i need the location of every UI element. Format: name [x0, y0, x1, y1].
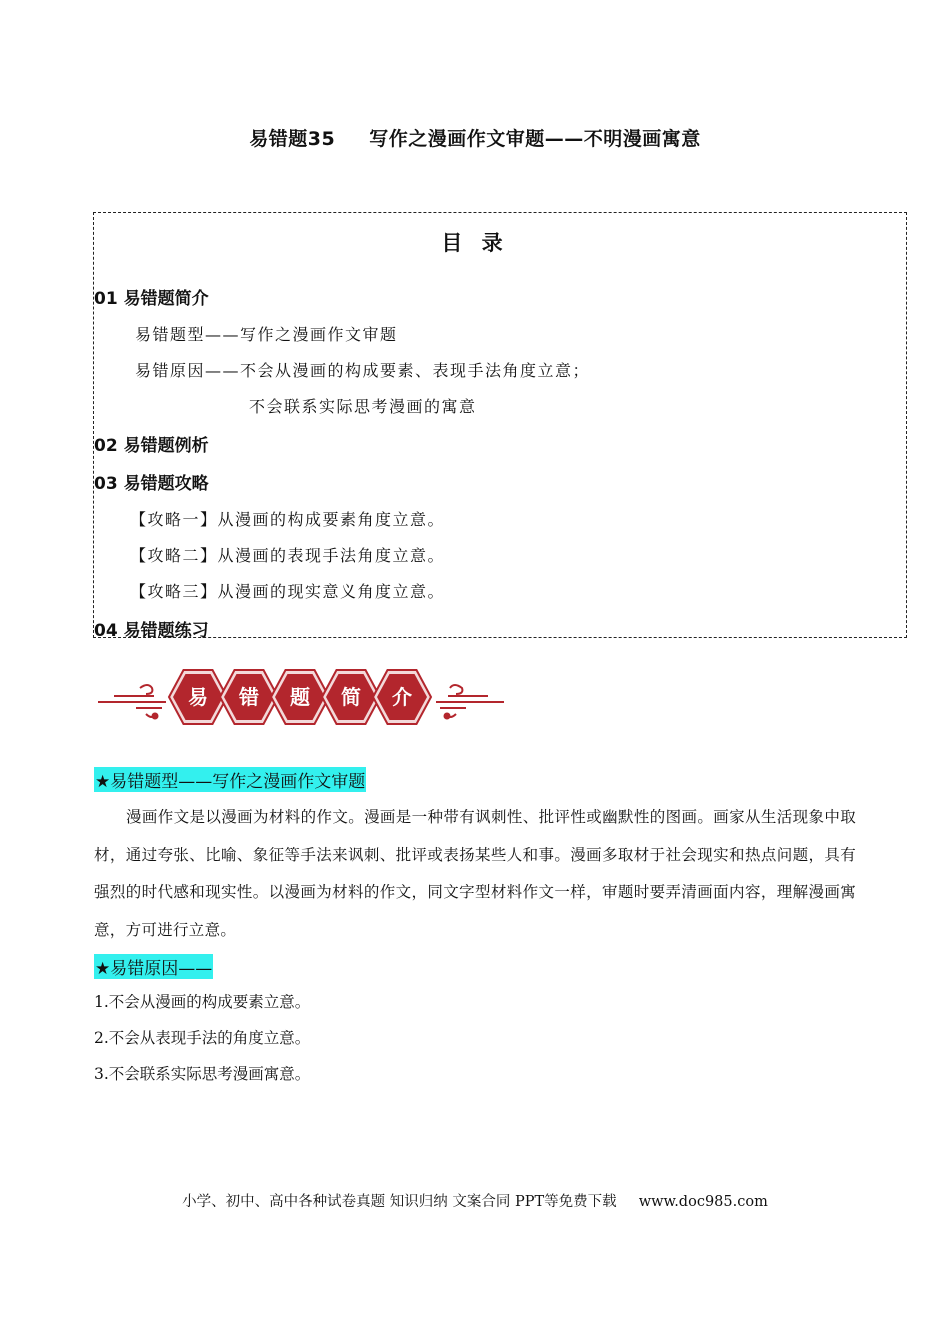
- banner-char: 题: [290, 685, 310, 709]
- banner-char: 简: [341, 685, 361, 709]
- page-title: [0, 124, 950, 151]
- reason-item-2: 2.不会从表现手法的角度立意。: [94, 1029, 311, 1047]
- toc-strategy-3: 【攻略三】从漫画的现实意义角度立意。: [130, 582, 446, 601]
- footer-url[interactable]: www.doc985.com: [638, 1194, 768, 1210]
- banner-char: 介: [392, 685, 412, 709]
- intro-paragraph: 漫画作文是以漫画为材料的作文。漫画是一种带有讽刺性、批评性或幽默性的图画。画家从生活现象中取材，通过夸张、比喻、象征等手法来讽刺、批评或表扬某些人和事。漫画多取材于社会现实和热点问题，具有强烈的时代感和现实性。以漫画为材料的作文，同文字型材料作文一样，审题时要弄清画面内容，理解漫画寓意，方可进行立意。: [94, 808, 856, 940]
- toc-heading: 目 录: [441, 231, 509, 255]
- section-banner: [96, 668, 506, 730]
- toc-box: [93, 212, 907, 638]
- toc-section-04[interactable]: 04 易错题练习: [94, 621, 209, 641]
- toc-section-02[interactable]: 02 易错题例析: [94, 436, 209, 456]
- footer-text: 小学、初中、高中各种试卷真题 知识归纳 文案合同 PPT等免费下载: [182, 1194, 617, 1210]
- toc-intro-type: 易错题型——写作之漫画作文审题: [135, 325, 398, 344]
- toc-intro-reason: 易错原因——不会从漫画的构成要素、表现手法角度立意；: [135, 361, 591, 380]
- toc-section-03[interactable]: 03 易错题攻略: [94, 474, 209, 494]
- reason-item-1: 1.不会从漫画的构成要素立意。: [94, 993, 311, 1011]
- cloud-ornament-left-icon: [98, 685, 166, 719]
- type-heading: ★易错题型——写作之漫画作文审题: [94, 767, 366, 792]
- title-sub: 写作之漫画作文审题——不明漫画寓意: [369, 128, 701, 150]
- title-main: 易错题35: [249, 128, 336, 150]
- page-footer: [0, 1190, 950, 1211]
- toc-strategy-1: 【攻略一】从漫画的构成要素角度立意。: [130, 510, 446, 529]
- banner-char: 错: [239, 685, 259, 709]
- toc-strategy-2: 【攻略二】从漫画的表现手法角度立意。: [130, 546, 446, 565]
- reason-heading: ★易错原因——: [94, 954, 213, 979]
- banner-char: 易: [188, 685, 208, 709]
- reason-item-3: 3.不会联系实际思考漫画寓意。: [94, 1065, 311, 1083]
- toc-section-01[interactable]: 01 易错题简介: [94, 289, 209, 309]
- cloud-ornament-right-icon: [436, 685, 504, 719]
- toc-intro-reason-cont: 不会联系实际思考漫画的寓意: [249, 397, 477, 416]
